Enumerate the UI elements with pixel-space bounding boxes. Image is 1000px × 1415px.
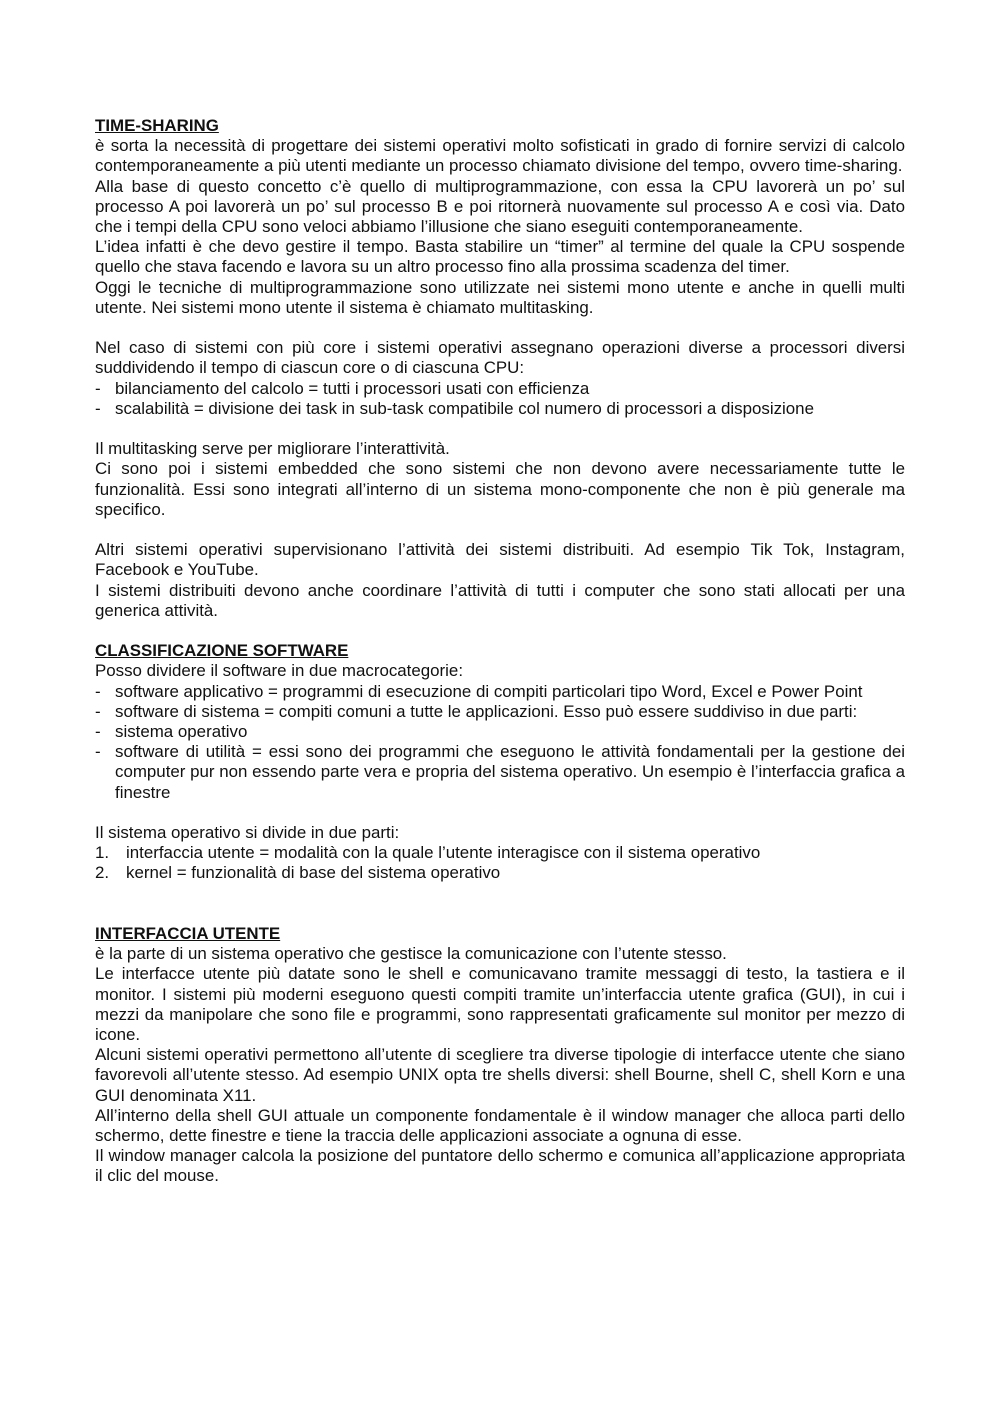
paragraph: Il multitasking serve per migliorare l’interattività. [95, 439, 450, 459]
paragraph: All’interno della shell GUI attuale un componente fondamentale è il window manager che alloca parti dello schermo, dette finestre e tiene la traccia delle applicazioni associate a ognuna di esse. [95, 1105, 905, 1146]
list-number: 1. [95, 843, 110, 863]
paragraph: Le interfacce utente più datate sono le shell e comunicavano tramite messaggi di testo, la tastiera e il monitor. I sistemi più moderni eseguono questi compiti tramite un’interfaccia utente grafica (GUI), in cui i mezzi da manipolare che sono file e programmi, sono rappresentati graficamente sul monitor per mezzo di icone. [95, 964, 905, 1045]
list-item [95, 863, 905, 883]
section-title: CLASSIFICAZIONE SOFTWARE [95, 641, 349, 661]
list-item-text: interfaccia utente = modalità con la quale l’utente interagisce con il sistema operativo [126, 843, 761, 863]
bullet-list [95, 682, 905, 803]
paragraph: Posso dividere il software in due macrocategorie: [95, 661, 464, 681]
section-classificazione-software [95, 641, 905, 883]
list-item: - software di sistema = compiti comuni a tutte le applicazioni. Esso può essere suddiviso in due parti: [95, 702, 905, 722]
bullet-list [95, 379, 905, 419]
list-item: - software di utilità = essi sono dei programmi che eseguono le attività fondamentali per la gestione dei computer pur non essendo parte vera e propria del sistema operativo. Un esempio è l’interfaccia grafica a finestre [95, 742, 905, 803]
section-time-sharing [95, 116, 905, 621]
list-item: - sistema operativo [95, 722, 905, 742]
list-item [95, 843, 905, 863]
paragraph: Altri sistemi operativi supervisionano l’attività dei sistemi distribuiti. Ad esempio Tik Tok, Instagram, Facebook e YouTube. [95, 540, 905, 580]
paragraph: Il sistema operativo si divide in due parti: [95, 823, 400, 843]
list-item: - bilanciamento del calcolo = tutti i processori usati con efficienza [95, 379, 905, 399]
section-title: INTERFACCIA UTENTE [95, 924, 281, 944]
paragraph: Ci sono poi i sistemi embedded che sono sistemi che non devono avere necessariamente tutte le funzionalità. Essi sono integrati all’interno di un sistema mono-componente che non è più generale ma specifico. [95, 459, 905, 519]
list-item-text: kernel = funzionalità di base del sistema operativo [126, 863, 501, 883]
paragraph: Il window manager calcola la posizione del puntatore dello schermo e comunica all’applicazione appropriata il clic del mouse. [95, 1146, 905, 1186]
paragraph: Nel caso di sistemi con più core i sistemi operativi assegnano operazioni diverse a processori diversi suddividendo il tempo di ciascun core o di ciascuna CPU: [95, 338, 905, 378]
list-number: 2. [95, 863, 110, 883]
paragraph: Alcuni sistemi operativi permettono all’utente di scegliere tra diverse tipologie di interfacce utente che siano favorevoli all’utente stesso. Ad esempio UNIX opta tre shells diversi: shell Bourne, shell C, shell Korn e una GUI denominata X11. [95, 1045, 905, 1105]
paragraph: è la parte di un sistema operativo che gestisce la comunicazione con l’utente stesso. [95, 944, 727, 964]
section-title: TIME-SHARING [95, 116, 219, 135]
numbered-list [95, 843, 905, 883]
paragraph: Oggi le tecniche di multiprogrammazione sono utilizzate nei sistemi mono utente e anche in quelli multi utente. Nei sistemi mono utente il sistema è chiamato multitasking. [95, 277, 905, 317]
paragraph: è sorta la necessità di progettare dei sistemi operativi molto sofisticati in grado di fornire servizi di calcolo contemporaneamente a più utenti mediante un processo chiamato divisione del tempo, ovvero time-sharing. [95, 136, 905, 176]
paragraph: L’idea infatti è che devo gestire il tempo. Basta stabilire un “timer” al termine del quale la CPU sospende quello che stava facendo e lavora su un altro processo fino alla prossima scadenza del timer. [95, 237, 905, 277]
list-item: - software applicativo = programmi di esecuzione di compiti particolari tipo Word, Excel e Power Point [95, 682, 905, 702]
paragraph: Alla base di questo concetto c’è quello di multiprogrammazione, con essa la CPU lavorerà un po’ sul processo A poi lavorerà un po’ sul processo B e poi ritornerà nuovamente sul processo A e così via. Dato che i tempi della CPU sono veloci abbiamo l’illusione che siano eseguiti contemporaneamente. [95, 176, 905, 237]
list-item: - scalabilità = divisione dei task in sub-task compatibile col numero di processori a disposizione [95, 399, 905, 419]
paragraph: I sistemi distribuiti devono anche coordinare l’attività di tutti i computer che sono stati allocati per una generica attività. [95, 580, 905, 620]
section-interfaccia-utente [95, 924, 905, 1187]
